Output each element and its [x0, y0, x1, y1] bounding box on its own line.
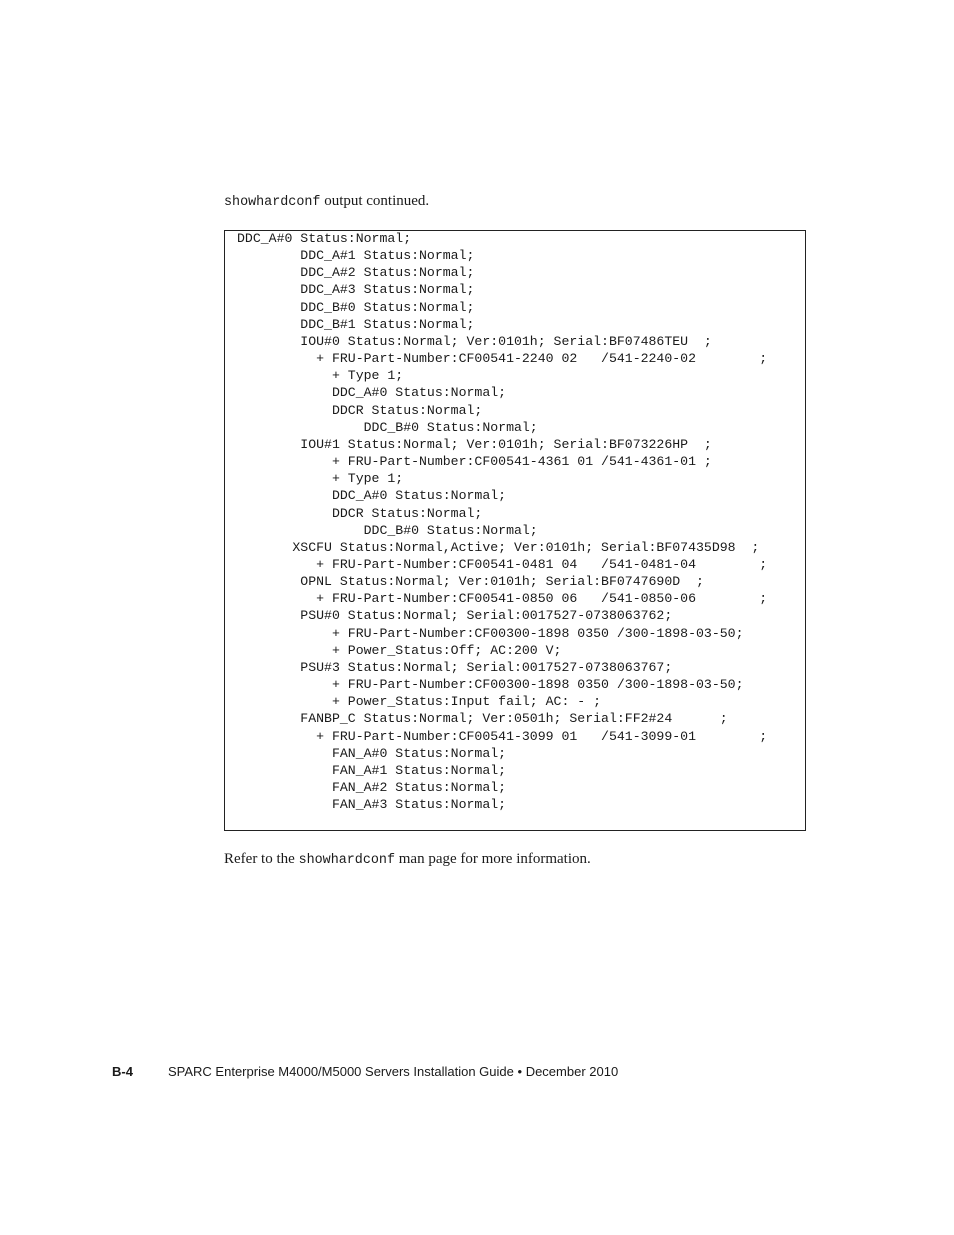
code-line: + Power_Status:Off; AC:200 V;	[237, 642, 562, 658]
code-line: DDCR Status:Normal;	[237, 505, 483, 521]
code-line: DDC_A#0 Status:Normal;	[237, 488, 507, 504]
code-line: + FRU-Part-Number:CF00300-1898 0350 /300-1898-03-50;	[237, 677, 744, 693]
page-number: B-4	[112, 1064, 133, 1079]
code-line: OPNL Status:Normal; Ver:0101h; Serial:BF0747690D ;	[237, 574, 704, 590]
intro-text: output continued.	[320, 193, 430, 209]
code-line: DDC_B#0 Status:Normal;	[237, 299, 475, 315]
code-line: FANBP_C Status:Normal; Ver:0501h; Serial:FF2#24 ;	[237, 711, 728, 727]
code-line: + FRU-Part-Number:CF00541-0850 06 /541-0850-06 ;	[237, 591, 768, 607]
code-line: + FRU-Part-Number:CF00541-3099 01 /541-3099-01 ;	[237, 728, 768, 744]
footer-separator: •	[517, 1064, 523, 1079]
footer-title: SPARC Enterprise M4000/M5000 Servers Installation Guide	[168, 1064, 514, 1079]
code-line: PSU#3 Status:Normal; Serial:0017527-0738063767;	[237, 659, 673, 675]
intro-command: showhardconf	[224, 195, 321, 210]
code-line: FAN_A#0 Status:Normal;	[237, 745, 507, 761]
code-line: DDCR Status:Normal;	[237, 402, 483, 418]
refer-paragraph	[224, 849, 591, 871]
code-line: IOU#0 Status:Normal; Ver:0101h; Serial:BF07486TEU ;	[237, 333, 712, 349]
footer-date: December 2010	[525, 1064, 619, 1079]
code-line: DDC_A#1 Status:Normal;	[237, 248, 475, 264]
code-line: PSU#0 Status:Normal; Serial:0017527-0738063762;	[237, 608, 673, 624]
code-line: DDC_A#3 Status:Normal;	[237, 282, 475, 298]
code-line: DDC_B#1 Status:Normal;	[237, 316, 475, 332]
code-line: XSCFU Status:Normal,Active; Ver:0101h; Serial:BF07435D98 ;	[237, 539, 760, 555]
code-line: IOU#1 Status:Normal; Ver:0101h; Serial:BF073226HP ;	[237, 436, 712, 452]
code-line: FAN_A#2 Status:Normal;	[237, 780, 507, 795]
code-line: DDC_A#2 Status:Normal;	[237, 265, 475, 281]
code-line: FAN_A#3 Status:Normal;	[237, 797, 507, 813]
code-line: + FRU-Part-Number:CF00300-1898 0350 /300-1898-03-50;	[237, 625, 744, 641]
refer-before: Refer to the	[224, 851, 299, 867]
code-line: + FRU-Part-Number:CF00541-0481 04 /541-0481-04 ;	[237, 556, 768, 572]
code-block	[224, 230, 806, 831]
code-line: DDC_B#0 Status:Normal;	[237, 522, 538, 538]
code-line: + Type 1;	[237, 368, 404, 384]
code-line: DDC_B#0 Status:Normal;	[237, 419, 538, 435]
intro-paragraph	[224, 191, 429, 213]
code-line: FAN_A#1 Status:Normal;	[237, 762, 507, 778]
code-line: DDC_A#0 Status:Normal;	[237, 231, 412, 246]
refer-command: showhardconf	[298, 853, 395, 868]
refer-after: man page for more information.	[395, 851, 591, 867]
code-line: + FRU-Part-Number:CF00541-2240 02 /541-2240-02 ;	[237, 351, 768, 367]
code-output	[237, 230, 767, 813]
code-line: + Type 1;	[237, 471, 404, 487]
code-line: + Power_Status:Input fail; AC: - ;	[237, 694, 602, 710]
page-footer	[112, 1063, 618, 1081]
code-line: DDC_A#0 Status:Normal;	[237, 385, 507, 401]
code-line: + FRU-Part-Number:CF00541-4361 01 /541-4361-01 ;	[237, 454, 712, 470]
